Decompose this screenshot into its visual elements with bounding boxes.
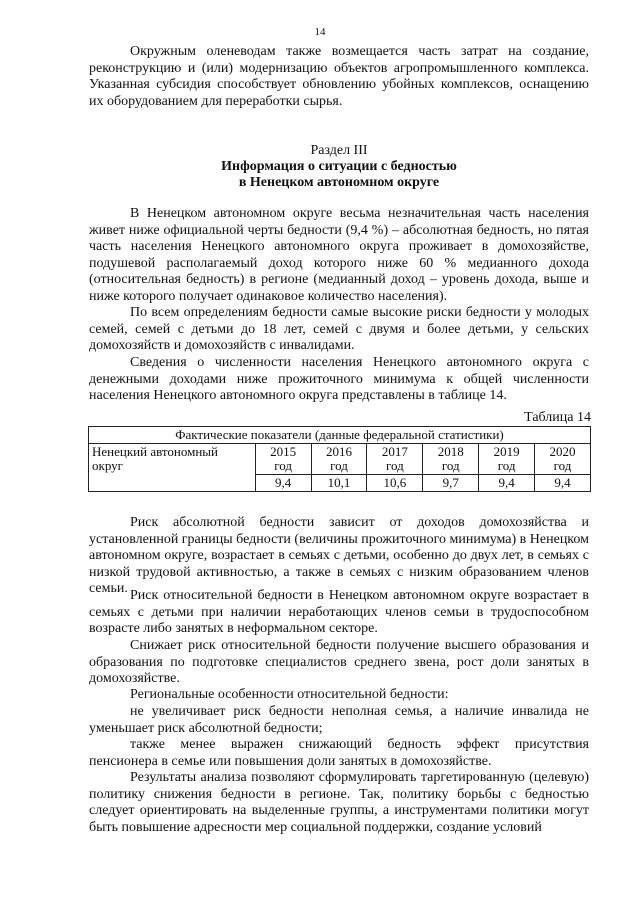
page-number: 14 <box>314 26 326 38</box>
paragraph-regional-features: Региональные особенности относительной бедности: <box>130 687 449 702</box>
paragraph-pensioner-effect: также менее выражен снижающий бедность эффект присутствия пенсионера в семье или повышения доли занятых в домохозяйстве. <box>89 737 589 769</box>
intro-paragraph: Окружным оленеводам также возмещается часть затрат на создание, реконструкцию и (или) модернизацию объектов агропромышленного комплекса. Указанная субсидия способствует обновлению убойных комплексов, оснащению их оборудованием для переработки сырья. <box>89 44 589 109</box>
table-years-row <box>89 444 591 475</box>
paragraph-risk-groups: По всем определениям бедности самые высокие риски бедности у молодых семей, семей с детьми до 18 лет, семей с двумя и более детьми, у сельских домохозяйств и домохозяйств с инвалидами. <box>89 305 589 353</box>
paragraph-poverty-overview: В Ненецком автономном округе весьма незначительная часть населения живет ниже официальной черты бедности (9,4 %) – абсолютная бедность, но пятая часть населения Ненецкого автономного округа проживает в домохозяйстве, подушевой располагаемый доход которого ниже 60 % медианного дохода (относительная бедность) в регионе (медианный доход – уровень дохода, выше и ниже которого получает одинаковое количество населения). <box>89 206 589 304</box>
paragraph-relative-poverty-risk: Риск относительной бедности в Ненецком автономном округе возрастает в семьях с детьми при наличии неработающих членов семьи в трудоспособном возрасте либо занятых в неформальном секторе. <box>89 588 589 636</box>
section-title-line-1: Информация о ситуации с бедностью <box>221 159 457 174</box>
table-header-row <box>89 427 591 444</box>
table-row-label: Ненецкий автономный округ <box>89 444 256 492</box>
year-cell: 2019 год <box>479 444 535 475</box>
value-cell: 10,1 <box>311 475 367 492</box>
section-label: Раздел III <box>310 143 368 158</box>
year-cell: 2016 год <box>311 444 367 475</box>
paragraph-policy-conclusion: Результаты анализа позволяют сформулировать таргетированную (целевую) политику снижения бедности в регионе. Так, политику борьбы с бедностью следует ориентировать на выделенные группы, а инструментами политики могут быть повышение адресности мер социальной поддержки, создание условий <box>89 770 589 835</box>
paragraph-incomplete-family: не увеличивает риск бедности неполная семья, а наличие инвалида не уменьшает риск абсолютной бедности; <box>89 704 589 736</box>
value-cell: 9,4 <box>479 475 535 492</box>
year-cell: 2020 год <box>535 444 591 475</box>
paragraph-poverty-reduction: Снижает риск относительной бедности получение высшего образования и образования по подготовке специалистов среднего звена, рост доли занятых в домохозяйстве. <box>89 638 589 686</box>
value-cell: 9,7 <box>423 475 479 492</box>
year-cell: 2015 год <box>255 444 311 475</box>
year-cell: 2017 год <box>367 444 423 475</box>
section-title-line-2: в Ненецком автономном округе <box>238 175 440 190</box>
table-caption: Таблица 14 <box>524 410 591 425</box>
table-header: Фактические показатели (данные федеральной статистики) <box>89 427 591 444</box>
year-cell: 2018 год <box>423 444 479 475</box>
value-cell: 10,6 <box>367 475 423 492</box>
value-cell: 9,4 <box>255 475 311 492</box>
value-cell: 9,4 <box>535 475 591 492</box>
paragraph-table-reference: Сведения о численности населения Ненецкого автономного округа с денежными доходами ниже прожиточного минимума к общей численности населения Ненецкого автономного округа представлены в таблице 14. <box>89 355 589 403</box>
poverty-statistics-table <box>88 426 591 492</box>
paragraph-absolute-poverty-risk: Риск абсолютной бедности зависит от доходов домохозяйства и установленной границы бедности (величины прожиточного минимума) в Ненецком автономном округе, возрастает в семьях с детьми, особенно до двух лет, в семьях с низкой трудовой активностью, а также в семьях с низким образованием членов семьи. <box>89 515 589 596</box>
